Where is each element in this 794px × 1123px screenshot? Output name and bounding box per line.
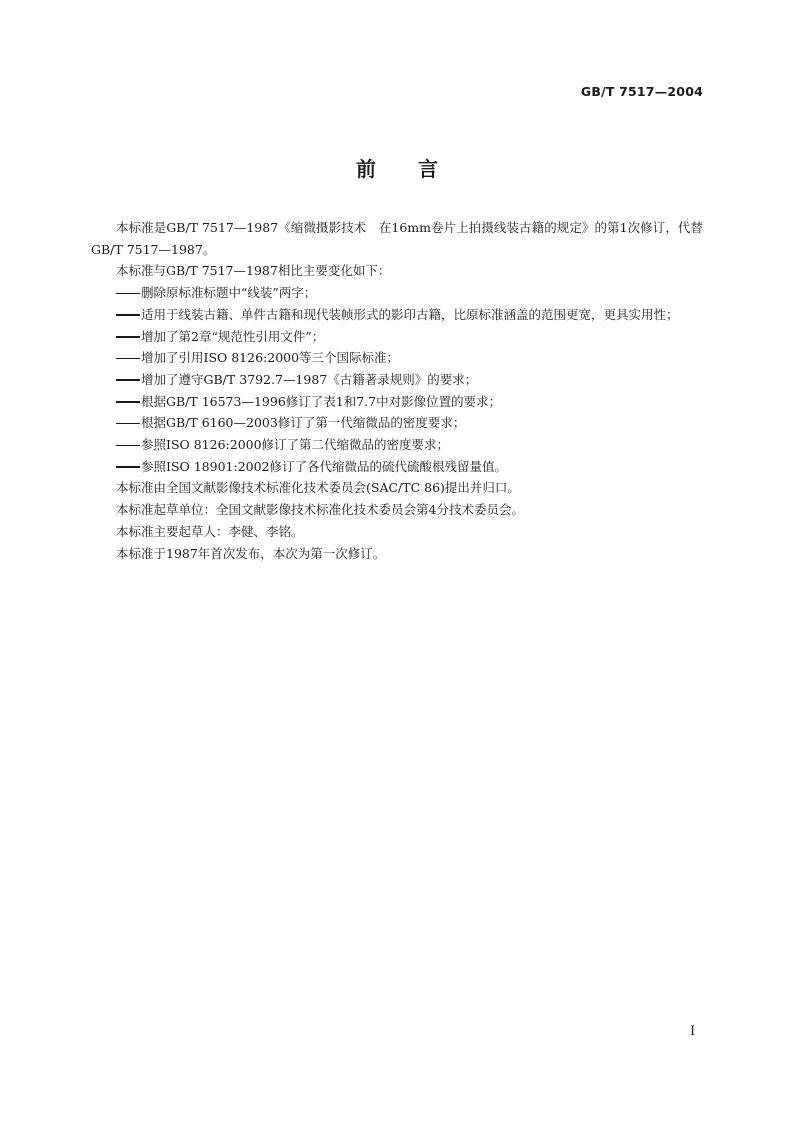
change-item [91,412,703,434]
change-text: 适用于线装古籍、单件古籍和现代装帧形式的影印古籍，比原标准涵盖的范围更宽，更具实用性； [141,306,679,322]
change-item [91,347,703,369]
publication-history-paragraph: 本标准于1987年首次发布，本次为第一次修订。 [116,545,386,561]
drafters-paragraph: 本标准主要起草人：李健、李铭。 [116,523,304,539]
change-text: 删除原标准标题中“线装”两字； [141,285,317,301]
change-item [91,369,703,391]
drafting-unit-paragraph: 本标准起草单位：全国文献影像技术标准化技术委员会第4分技术委员会。 [116,502,524,518]
page-number: I [690,1024,696,1039]
change-item [91,456,703,478]
change-item [91,326,703,348]
changes-intro-paragraph: 本标准与GB/T 7517—1987相比主要变化如下： [116,263,391,279]
change-item [91,434,703,456]
change-text: 根据GB/T 6160—2003修订了第一代缩微品的密度要求； [141,415,466,431]
standard-code: GB/T 7517—2004 [580,84,703,99]
responsible-committee-paragraph: 本标准由全国文献影像技术标准化技术委员会(SAC/TC 86)提出并归口。 [116,480,520,496]
change-text: 参照ISO 18901:2002修订了各代缩微品的硫代硫酸根残留量值。 [141,458,508,474]
intro-paragraph: 本标准是GB/T 7517—1987《缩微摄影技术 在16mm卷片上拍摄线装古籍的规定》的第1次修订，代替GB/T 7517—1987。 [91,220,703,257]
change-text: 增加了第2章“规范性引用文件”； [141,328,325,344]
change-item [91,282,703,304]
change-text: 增加了引用ISO 8126:2000等三个国际标准； [141,350,400,366]
change-text: 参照ISO 8126:2000修订了第二代缩微品的密度要求； [141,437,450,453]
change-item [91,304,703,326]
change-item [91,391,703,413]
document-body [91,217,703,564]
change-text: 增加了遵守GB/T 3792.7—1987《古籍著录规则》的要求； [141,371,478,387]
change-text: 根据GB/T 16573—1996修订了表1和7.7中对影像位置的要求； [141,393,502,409]
page-title: 前言 [356,157,480,181]
